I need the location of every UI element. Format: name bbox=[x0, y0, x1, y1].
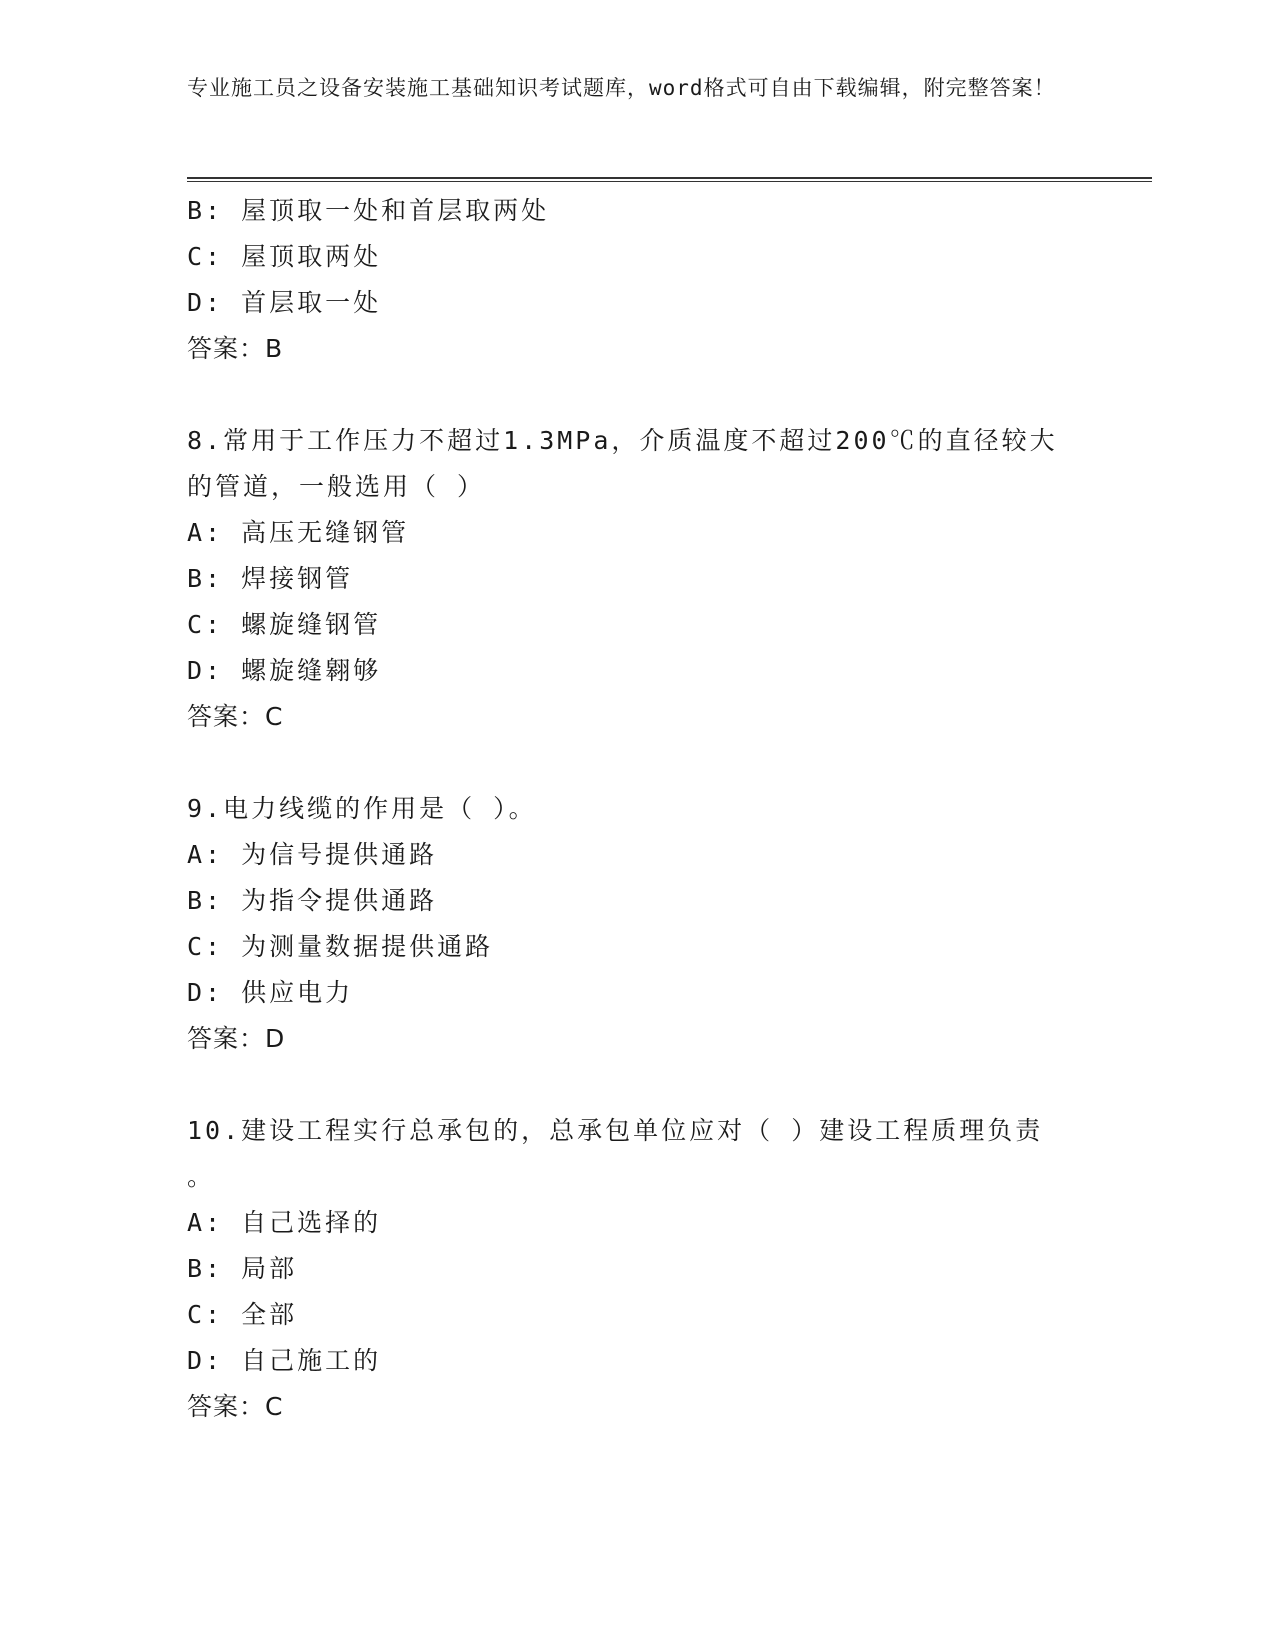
option-d: D: 供应电力 bbox=[187, 978, 354, 1007]
question-9 bbox=[187, 786, 1152, 1062]
spacer bbox=[187, 740, 1152, 786]
header-divider bbox=[187, 177, 1152, 182]
question-text-continued: 的管道，一般选用（ ） bbox=[187, 472, 486, 501]
option-c: C: 为测量数据提供通路 bbox=[187, 932, 494, 961]
option-a: A: 自己选择的 bbox=[187, 1208, 382, 1237]
question-text-continued: 。 bbox=[187, 1162, 216, 1191]
option-b: B: 为指令提供通路 bbox=[187, 886, 438, 915]
question-10 bbox=[187, 1108, 1152, 1430]
spacer bbox=[187, 1062, 1152, 1108]
answer-line: 答案：C bbox=[187, 1392, 284, 1421]
answer-line: 答案：C bbox=[187, 702, 284, 731]
answer-line: 答案：D bbox=[187, 1024, 286, 1053]
option-b: B: 局部 bbox=[187, 1254, 298, 1283]
question-text: 10.建设工程实行总承包的，总承包单位应对（ ）建设工程质理负责 bbox=[187, 1116, 1044, 1145]
question-text: 8.常用于工作压力不超过1.3MPa，介质温度不超过200℃的直径较大 bbox=[187, 426, 1058, 455]
option-c: C: 屋顶取两处 bbox=[187, 242, 382, 271]
question-content bbox=[187, 188, 1152, 1430]
spacer bbox=[187, 372, 1152, 418]
question-8 bbox=[187, 418, 1152, 740]
page-header: 专业施工员之设备安装施工基础知识考试题库，word格式可自由下载编辑，附完整答案！ bbox=[187, 76, 1056, 100]
option-a: A: 高压无缝钢管 bbox=[187, 518, 410, 547]
option-d: D: 自己施工的 bbox=[187, 1346, 382, 1375]
option-c: C: 螺旋缝钢管 bbox=[187, 610, 382, 639]
option-b: B: 焊接钢管 bbox=[187, 564, 354, 593]
question-text: 9.电力线缆的作用是（ ）。 bbox=[187, 794, 537, 823]
option-d: D: 螺旋缝翱够 bbox=[187, 656, 382, 685]
prev-question-block bbox=[187, 188, 1152, 372]
answer-line: 答案：B bbox=[187, 334, 284, 363]
option-d: D: 首层取一处 bbox=[187, 288, 382, 317]
option-c: C: 全部 bbox=[187, 1300, 298, 1329]
option-b: B: 屋顶取一处和首层取两处 bbox=[187, 196, 550, 225]
option-a: A: 为信号提供通路 bbox=[187, 840, 438, 869]
